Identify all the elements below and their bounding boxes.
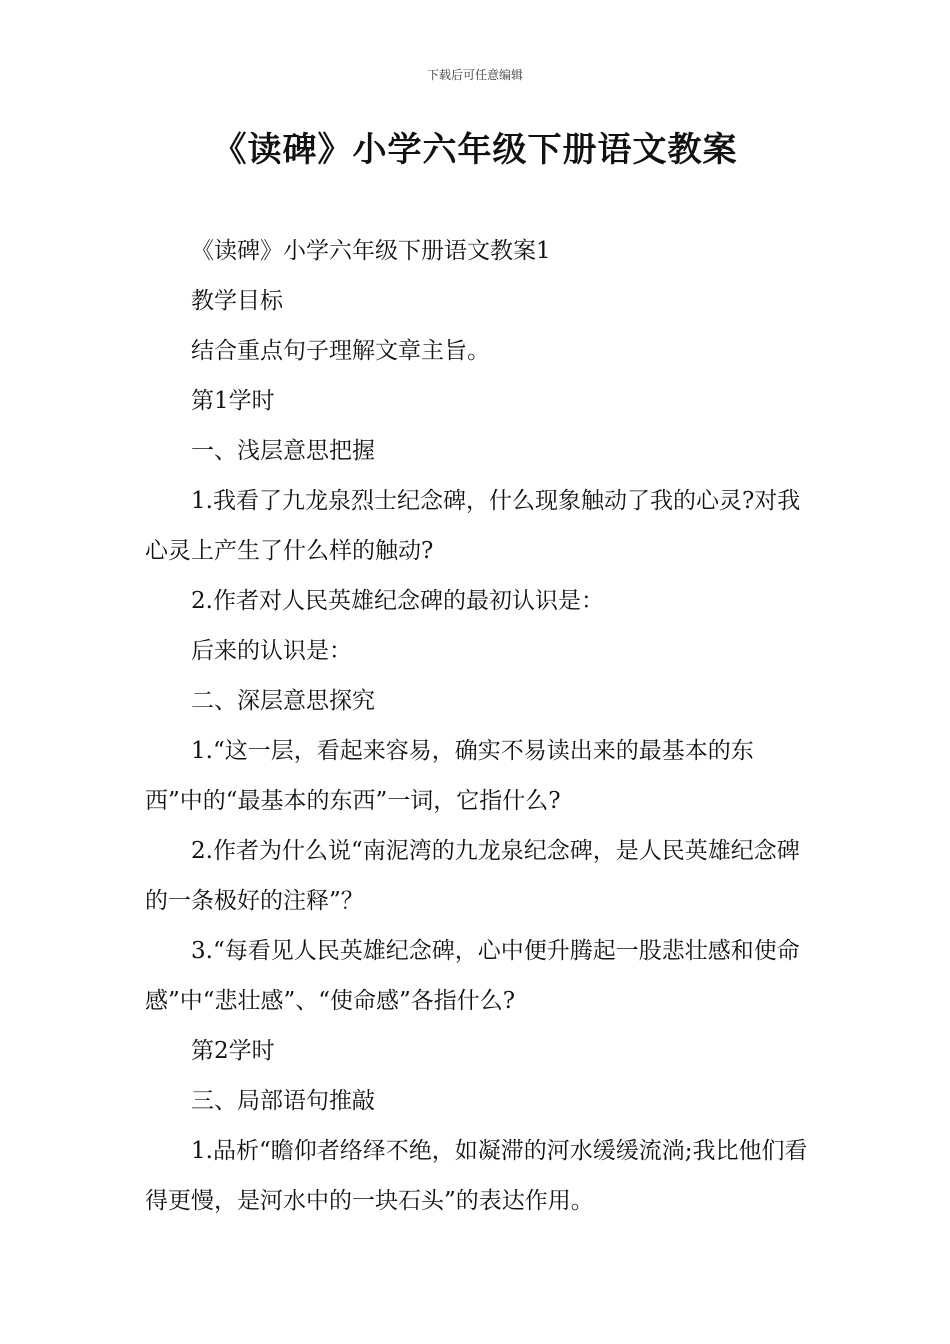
question-item: 2.作者对人民英雄纪念碑的最初认识是：: [191, 588, 604, 614]
subsection-heading: 二、深层意思探究: [191, 688, 375, 714]
question-item: 1.我看了九龙泉烈士纪念碑，什么现象触动了我的心灵?对我心灵上产生了什么样的触动?: [145, 488, 801, 564]
paragraph: 结合重点句子理解文章主旨。: [191, 338, 490, 364]
subsection-heading: 三、局部语句推敲: [191, 1088, 375, 1114]
lesson-heading: 第1学时: [191, 388, 275, 414]
document-body: [145, 226, 810, 1226]
question-item: 2.作者为什么说“南泥湾的九龙泉纪念碑，是人民英雄纪念碑的一条极好的注释”？: [145, 838, 800, 914]
heading-teaching-goals: 教学目标: [191, 288, 283, 314]
header-note: 下载后可任意编辑: [426, 68, 523, 82]
section-heading: 《读碑》小学六年级下册语文教案1: [191, 238, 551, 264]
question-item: 1.“这一层，看起来容易，确实不易读出来的最基本的东西”中的“最基本的东西”一词，它指什么?: [145, 738, 754, 814]
question-item: 1.品析“瞻仰者络绎不绝，如凝滞的河水缓缓流淌;我比他们看得更慢，是河水中的一块石头”的表达作用。: [145, 1138, 808, 1214]
question-item: 3.“每看见人民英雄纪念碑，心中便升腾起一股悲壮感和使命感”中“悲壮感”、“使命感”各指什么?: [145, 938, 800, 1014]
lesson-heading: 第2学时: [191, 1038, 275, 1064]
paragraph: 后来的认识是：: [191, 638, 352, 664]
subsection-heading: 一、浅层意思把握: [191, 438, 375, 464]
document-title: 《读碑》小学六年级下册语文教案: [212, 130, 738, 170]
